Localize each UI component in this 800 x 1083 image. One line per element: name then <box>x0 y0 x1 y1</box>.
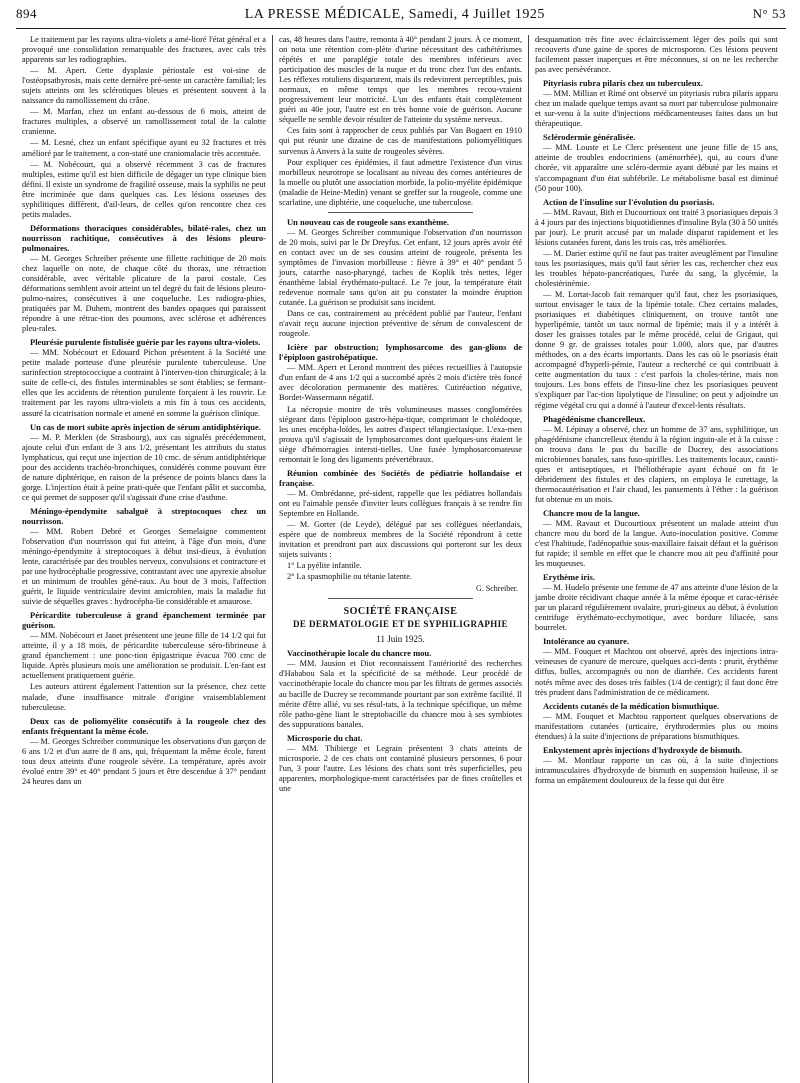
paragraph: — MM. Thibierge et Legrain présentent 3 chats atteints de microsporie. 2 de ces chats ont contaminé plusieurs personnes, 6 pour l'un, 3 pour l'autre. Les lésions des chats sont très superficielles, peu apparentes, morphologique-ment caractérisées par de fines croûtelles et une <box>279 743 522 793</box>
journal-title: LA PRESSE MÉDICALE, Samedi, 4 Juillet 1925 <box>244 7 545 22</box>
society-subtitle: DE DERMATOLOGIE ET DE SYPHILIGRAPHIE <box>293 619 508 630</box>
section-heading: Réunion combinée des Sociétés de pédiatrie hollandaise et française. <box>279 467 522 488</box>
section-heading: Chancre mou de la langue. <box>543 507 640 518</box>
page-number: 894 <box>16 6 37 21</box>
paragraph: — M. Marfan, chez un enfant au-dessous de 6 mois, atteint de fractures multiples, a observé un ramollissement total de la calotte cranienne. <box>22 107 266 137</box>
paragraph: Pour expliquer ces épidémies, il faut admettre l'existence d'un virus morbilleux neurotrope se localisant au niveau des cornes antérieures de la moelle ou plutôt une association morbide, la polio-myélite épidémique (maladie de Heine-Medin) venant se greffer sur la rougeole, comme une scarlatine, une diphtérie, une coqueluche, une tuberculose. <box>279 157 522 207</box>
paragraph: — MM. Ravaut et Ducourtioux présentent un malade atteint d'un chancre mou du bord de la langue. Auto-inoculation positive. Comme c'est l'habitude, l'adénopathie sous-maxillaire faisait défaut et la guérison fut rapide; il semble en effet que le chancre mou ait peu d'affinité pour les muqueuses. <box>535 518 778 569</box>
paragraph: — MM. Apert et Lerond montrent des pièces recueillies à l'autopsie d'un enfant de 4 ans 1/2 qui a succombé après 2 mois d'ictère très foncé avec décoloration permanente des matières. Cutiréaction négative, Bordet-Wassermann négatif. <box>279 363 522 403</box>
running-header <box>16 6 786 29</box>
paragraph: — MM. Fouquet et Machtou ont observé, après des injections intra-veineuses de cyanure de mercure, quelques acci-dents : prurit, érythème diffus, bulles, accompagnés ou non de diarrhée. Ces accidents furent notés même avec des doses très faibles (1/4 de centigr); il faut donc être très prudent dans l'administration de ce médicament. <box>535 647 778 697</box>
paragraph: Ces faits sont à rapprocher de ceux publiés par Van Bogaert en 1910 qui put réunir une dizaine de cas de manifestations poliomyélitiques survenus à Anvers à la suite de rougeoles sévères. <box>279 126 522 156</box>
column-right <box>528 35 784 1083</box>
section-heading: Microsporie du chat. <box>287 732 363 743</box>
paragraph: — M. Ombrédanne, pré-sident, rappelle que les pédiatres hollandais ont eu l'aimable pensée d'inviter leurs collègues français à se rendre fin Septembre en Hollande. <box>279 488 522 518</box>
paragraph: Les auteurs attirent également l'attention sur la présence, chez cette malade, d'une insuffisance mitrale d'origine vraisemblablement tuberculeuse. <box>22 682 266 712</box>
section-heading: Déformations thoraciques considérables, bilaté-rales, chez un nourrisson rachitique, consécutives à des lésions pleuro-pulmonaires. <box>22 222 266 253</box>
section-heading: Péricardite tuberculeuse à grand épanchement terminée par guérison. <box>22 610 266 631</box>
paragraph: — M. Nobécourt, qui a observé récemment 3 cas de fractures multiples, estime qu'il est bien difficile de dégager un type clinique bien défini. Il existe un syndrome de fragilité osseuse, mais la syphilis ne peut être incriminée que dans quelques cas. Les lésions osseuses des syphilitiques diffèrent, d'ail-leurs, de celles qu'on rencontre chez ces petits malades. <box>22 159 266 219</box>
section-heading: Un cas de mort subite après injection de sérum antidiphtérique. <box>30 421 261 432</box>
society-name: SOCIÉTÉ FRANÇAISE <box>343 606 458 618</box>
section-heading: Sclérodermie généralisée. <box>543 132 636 143</box>
paragraph: — M. Montlaur rapporte un cas où, à la suite d'injections intramusculaires d'hydroxyde de bismuth en suspension huileuse, il se forma un empâtement douloureux de la fesse qui dut être <box>535 755 778 785</box>
paragraph: — MM. Jausion et Diot reconnaissent l'antériorité des recherches d'Hababou Sala et la spécificité de sa méthode. Leur procédé de vaccinothérapie locale du chancre mou par les filtrats de germes associés au bacille de Ducrey se recommande pourtant par son extrême facilité. Il mérite d'être allié, vu ses résul-tats, à la technique spécifique, un même rôle patho-gène liant le streptobacille du chancre mou à ses symbiotes des suppurations banales. <box>279 659 522 729</box>
paragraph: — M. Apert. Cette dysplasie périostale est voi-sine de l'ostéopsathyrosis, mais cette dernière pré-sente un caractère familial; les sujets atteints ont les sclérotiques bleues et présentent souvent à la naissance du ramollissement du crâne. <box>22 66 266 106</box>
paragraph: — MM. Nobécourt et Edouard Pichon présentent à la Société une petite malade porteuse d'une pleurésie purulente tuberculeuse. Une surinfection streptococcique a contraint à l'interven-tion chirurgicale; à la suite de celle-ci, des fistules interminables se sont établies; se fermant-elles que les accidents de rétention purulente forçaient à les rouvrir. Le traitement par les rayons ultra-violets a mis fin à tous ces accidents, assuré la cicatrisation normale et amené en somme la guérison clinique. <box>22 348 266 418</box>
paragraph: — MM. Nobécourt et Janet présentent une jeune fille de 14 1/2 qui fut atteinte, il y a 18 mois, de péricardite tuberculeuse séro-fibrineuse à grand épanchement : une ponc-tion épigastrique évacua 700 cmc de liquide. Après plusieurs mois une amélioration se produisit. L'en-fant est actuellement pratiquement guérie. <box>22 631 266 681</box>
issue-number: N° 53 <box>752 6 786 21</box>
divider <box>328 598 474 599</box>
section-heading: Enkystement après injections d'hydroxyde de bismuth. <box>543 744 743 755</box>
list-item: 2° La spasmophilie ou tétanie latente. <box>287 572 412 582</box>
divider <box>328 212 474 213</box>
paragraph: — MM. Louste et Le Clerc présentent une jeune fille de 15 ans, atteinte de troubles endocriniens (aménorrhée), qui, au cours d'une chorée, vit apparaître une scléro-dermie ayant débuté par les mains et s'accompagnant d'un état subfébrile. Le métabolisme basal est diminué (50 pour 100). <box>535 143 778 193</box>
paragraph: — M. P. Merklen (de Strasbourg), aux cas signalés précédemment, ajoute celui d'un enfant de 3 ans 1/2, présentant les attributs du status lymphaticus, qui reçut une injection de 10 cmc. de sérum antidiphtérique pour des accidents trachéo-bronchiques, considérés comme pouvant être de nature diphtérique, en raison de la présence de points blancs dans la gorge. L'injection était à peine prati-quée que l'enfant pâlit et succomba, ce qui permet de supposer qu'il s'agissait d'une crise d'asthme. <box>22 432 266 502</box>
paragraph: — MM. Fouquet et Machtou rapportent quelques observations de manifestations cutanées (urticaire, érythrodermies plus ou moins étendues) à la suite d'injections de préparations bismuthiques. <box>535 711 778 741</box>
paragraph: — M. Georges Schreiber communique l'observation d'un nourrisson de 20 mois, suivi par le Dr Dreyfus. Cet enfant, 12 jours après avoir été en contact avec un de ses cousins atteint de rougeole, présenta les symptômes de l'invasion morbilleuse : fièvre à 39° et 40° pendant 5 jours, catarrhe naso-pharyngé, taches de Koplik très nettes, léger énanthème labial érythémato-pultacé. Le 7e jour, la température était redevenue normale sans qu'on ait pu constater la moindre éruption cutanée. La guérison se produisit sans incident. <box>279 227 522 308</box>
paragraph: — M. Lortat-Jacob fait remarquer qu'il faut, chez les psoriasiques, surtout envisager le taux de la lipémie totale. Chez certains malades, psoriasiques et diabétiques cliniquement, on trouve tantôt une hyperlipémie, tantôt un taux normal de lipémie; mais il y a intérêt à doser les graisses totales par le même procédé, celui de Grigaut, qui donne 9 gr. de graisses totales pour 1.000, alors que, par d'autres méthodes, on a des écarts importants. Dans les cas où le psoriasis était accompagné d'hyperli-pémie, l'auteur a recherché ce qui contribuait à cette augmentation du taux : c'est parfois la choles-térine, mais non toujours. Les bons effets de l'insu-line chez les psoriasiques peuvent s'expliquer par l'ac-tion lipolytique de l'insuline; on peut y adjoindre un régime végétal cru qui a donné à l'auteur d'excel-lents résultats. <box>535 289 778 410</box>
paragraph: Le traitement par les rayons ultra-violets a amé-lioré l'état général et a provoqué une consolidation remarquable des fractures, avec cals très apparents sur les radiographies. <box>22 35 266 65</box>
paragraph: — M. Hudelo présente une femme de 47 ans atteinte d'une lésion de la jambe droite récidivant chaque année à la même époque et carac-térisée par un placard régulièrement ovalaire, pruri-gineux au début, à évolution centrifuge érythémato-ecchymotique, avec bordure liliacée, sans bourrelet. <box>535 583 778 633</box>
section-heading: Intolérance au cyanure. <box>543 636 630 647</box>
paragraph: cas, 48 heures dans l'autre, remonta à 40° pendant 2 jours. À ce moment, on nota une rétention com-plète d'urine nécessitant des cathétérismes répétés et une paraplégie totale des membres inférieurs avec participation des muscles de la nuque et du tronc chez l'un des enfants. Les réflexes rotuliens disparurent, mais ils redevinrent perceptibles, puis normaux, en même temps que les membres recou-vraient progressivement leur motricité. L'un des enfants était complètement guéri au 40e jour, l'autre est en très bonne voie de guérison. Aucune séquelle ne semble devoir résulter de l'atteinte du système nerveux. <box>279 35 522 125</box>
session-date: 11 Juin 1925. <box>376 634 425 645</box>
paragraph: — M. Georges Schreiber communique les observations d'un garçon de 6 ans 1/2 et d'un autre de 8 ans, qui, fréquentant la même école, furent tous deux atteints d'une rougeole sévère. La température, après avoir évolué entre 39° et 40° pendant 5 jours et être descendue à 37° pendant 24 heures dans un <box>22 736 266 786</box>
section-heading: Deux cas de poliomyélite consécutifs à la rougeole chez des enfants fréquentant la même école. <box>22 715 266 736</box>
paragraph: Dans ce cas, contrairement au précédent publié par l'auteur, l'enfant n'avait reçu aucune injection préventive de sérum de convalescent de rougeole. <box>279 309 522 339</box>
section-heading: Action de l'insuline sur l'évolution du psoriasis. <box>543 196 715 207</box>
section-heading: Pityriasis rubra pilaris chez un tuberculeux. <box>543 78 703 89</box>
columns <box>16 35 786 1083</box>
paragraph: — M. Darier estime qu'il ne faut pas traiter aveuglément par l'insuline tous les psoriasiques, mais qu'il faut sérier les cas, rechercher chez eux les troubles hépato-pancréatiques, l'urée du sang, la glycémie, la cholestérinémie. <box>535 248 778 288</box>
section-heading: Accidents cutanés de la médication bismuthique. <box>543 700 720 711</box>
column-left <box>16 35 272 1083</box>
paragraph: — M. Georges Schreiber présente une fillette rachitique de 20 mois chez laquelle on note, de chaque côté du thorax, une rétraction considérable, avec véritable plicature de la paroi costale. Ces déformations semblent avoir atteint un tel degré du fait de lésions pleuro-pulmo-naires, consécutives à une coqueluche. Les radiogra-phies, pratiquées par M. Duhem, montrent des bandes opaques qui paraissent répondre à une rétrac-tion des poumons, avec sclérose et adhérences pleu-rales. <box>22 253 266 334</box>
society-heading <box>279 607 522 644</box>
section-heading: Erythème iris. <box>543 572 595 583</box>
list-item: 1° La pyélite infantile. <box>287 561 362 571</box>
section-heading: Phagédénisme chancrelleux. <box>543 413 646 424</box>
column-middle <box>272 35 528 1083</box>
paragraph: — M. Lesné, chez un enfant spécifique ayant eu 32 fractures et très amélioré par le traitement, a con-staté une craniomalacie très accentuée. <box>22 138 266 158</box>
paragraph: — MM. Ravaut, Bith et Ducourtioux ont traité 3 psoriasiques depuis 3 à 4 jours par des injections biquotidiennes d'insuline Byla (30 à 50 unités par jour). Le prurit accusé par un malade disparut rapidement et les lésions cutanées furent, dans les trois cas, très améliorées. <box>535 207 778 247</box>
section-heading: Icière par obstruction; lymphosarcome des gan-glions de l'épiploon gastrohépatique. <box>279 342 522 363</box>
paragraph: — MM. Millian et Rimé ont observé un pityriasis rubra pilaris apparu chez un malade quelque temps avant sa mort par tuberculose pulmonaire et sur-venu à la suite d'injections médicamenteuses faites dans un but thérapeutique. <box>535 89 778 129</box>
paragraph: — MM. Robert Debré et Georges Semelaigne commentent l'observation d'un nourrisson qui fut atteint, à l'âge d'un mois, d'une méningo-épendymite à streptocoques à début insi-dieux, à évolution lente, caractérisée par des troubles nerveux, convulsions et contracture et par une hydrocéphalie progressive, contrastant avec une apyrexie absolue et un minimum de troubles géné-raux. Au bout de 3 mois, l'affection guérit, le liquide ventriculaire devint amicrobien, mais la maladie fut suivie de séquelles graves : hydrocépha-lie considérable et amaurose. <box>22 526 266 607</box>
signature: G. Schreiber. <box>476 584 518 594</box>
section-heading: Pleurésie purulente fistulisée guérie par les rayons ultra-violets. <box>30 337 261 348</box>
paragraph: — M. Lépinay a observé, chez un homme de 37 ans, syphilitique, un phagédénisme chancrelleux étendu à la région inguin-ale et à la cuisse : on trouva dans le pus du bacille de Ducrey, des associations microbiennes banales, sans fuso-spirilles. Les traitements locaux, causti-ques et antiseptiques, et l'héliothérapie ayant échoué on fit le débridement des fistules et des clapiers, on employa le curettage, la thermocautérisation et l'air chaud, les pansements à l'éther : la guérison fut obtenue en un mois. <box>535 424 778 504</box>
paragraph: La nécropsie montre de très volumineuses masses conglomérées siégeant dans l'épiploon gastro-hépa-tique, comprimant le cholédoque, les unes encépha-loïdes, les autres d'aspect télangiectasique. L'exa-men prouva qu'il s'agissait de lymphosarcomes dont quelques-uns étaient le siège d'hémorragies intersti-tielles. Une fusée lymphosarcomateuse remontait le long des ligaments prévertébraux. <box>279 404 522 464</box>
paragraph: — M. Gorter (de Leyde), délégué par ses collègues néerlandais, espère que de nombreux membres de la Société répondront à cette invitation et prendront part aux discussions qui porteront sur les deux sujets suivants : <box>279 519 522 560</box>
section-heading: Méningo-épendymite sabalguë à streptocoques chez un nourrisson. <box>22 505 266 526</box>
paragraph: desquamation très fine avec éclaircissement léger des poils qui sont recouverts d'une gaine de spores de microsporon. Ces lésions peuvent facilement passer inaperçues et être méconnues, si on ne les recherche pas avec persévérance. <box>535 35 778 75</box>
section-heading: Un nouveau cas de rougeole sans exanthème. <box>287 216 450 227</box>
section-heading: Vaccinothérapie locale du chancre mou. <box>287 648 432 659</box>
